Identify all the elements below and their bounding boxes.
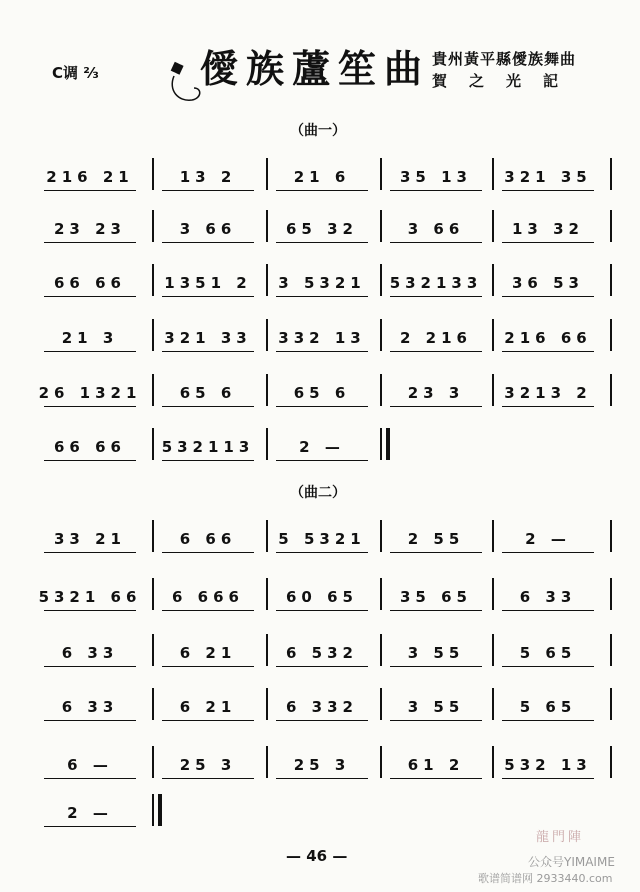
final-barline <box>152 794 154 826</box>
beat-underline <box>44 610 136 611</box>
transcriber-credit: 賀之光記 <box>432 72 581 90</box>
measure <box>268 640 376 680</box>
beat-underline <box>390 666 482 667</box>
beat-underline <box>390 720 482 721</box>
notation-row <box>36 584 614 624</box>
beat-underline <box>44 826 136 827</box>
measure <box>382 325 490 365</box>
measure-notes: 532 13 <box>504 756 592 774</box>
measure <box>268 325 376 365</box>
measure <box>268 380 376 420</box>
beat-underline <box>390 778 482 779</box>
notation-row <box>36 640 614 680</box>
measure-notes: 2 — <box>525 530 571 548</box>
measure <box>36 380 144 420</box>
beat-underline <box>162 190 254 191</box>
measure-notes: 26 1321 <box>38 384 142 402</box>
measure <box>268 584 376 624</box>
measure-notes: 3 55 <box>407 644 465 662</box>
beat-underline <box>390 610 482 611</box>
barline <box>610 688 612 720</box>
measure <box>382 270 490 310</box>
notation-row <box>36 526 614 566</box>
measure-notes: 13 32 <box>512 220 584 238</box>
ornament-diamond-icon: ◆ <box>166 55 188 80</box>
beat-underline <box>44 242 136 243</box>
watermark-site: 公众号YIMAIME <box>528 855 615 869</box>
measure-notes: 6 332 <box>286 698 358 716</box>
measure <box>268 164 376 204</box>
watermark-logo: 龍門陣 <box>536 830 585 845</box>
measure <box>36 216 144 256</box>
barline <box>610 210 612 242</box>
beat-underline <box>390 351 482 352</box>
measure-notes: 36 53 <box>512 274 584 292</box>
measure <box>36 164 144 204</box>
measure-notes: 23 3 <box>407 384 465 402</box>
measure <box>382 640 490 680</box>
beat-underline <box>276 296 368 297</box>
section-label: （曲一） <box>290 123 346 139</box>
beat-underline <box>502 190 594 191</box>
section-label: （曲二） <box>290 485 346 501</box>
beat-underline <box>276 351 368 352</box>
measure-notes: 35 65 <box>400 588 472 606</box>
measure <box>268 270 376 310</box>
measure <box>494 526 602 566</box>
beat-underline <box>44 190 136 191</box>
beat-underline <box>162 351 254 352</box>
measure <box>36 800 144 840</box>
measure-notes: 332 13 <box>278 329 366 347</box>
measure <box>36 526 144 566</box>
barline <box>610 634 612 666</box>
beat-underline <box>502 552 594 553</box>
measure <box>154 380 262 420</box>
notation-row <box>36 216 614 256</box>
measure-notes: 65 6 <box>179 384 237 402</box>
measure-notes: 3 55 <box>407 698 465 716</box>
measure <box>268 752 376 792</box>
measure-notes: 1351 2 <box>164 274 252 292</box>
beat-underline <box>276 778 368 779</box>
barline <box>610 374 612 406</box>
barline <box>610 264 612 296</box>
beat-underline <box>44 552 136 553</box>
beat-underline <box>44 720 136 721</box>
measure-notes: 2 — <box>299 438 345 456</box>
source-credit: 貴州黃平縣僾族舞曲 <box>432 50 577 68</box>
watermark-site-2: 歌谱简谱网 2933440.com <box>478 872 613 885</box>
measure-notes: 532133 <box>389 274 483 292</box>
measure-notes: 25 3 <box>293 756 351 774</box>
notation-row <box>36 752 614 792</box>
beat-underline <box>162 406 254 407</box>
measure-notes: 35 13 <box>400 168 472 186</box>
measure <box>494 164 602 204</box>
barline <box>610 520 612 552</box>
beat-underline <box>276 610 368 611</box>
measure-notes: 5321 66 <box>38 588 142 606</box>
measure-notes: 65 6 <box>293 384 351 402</box>
measure <box>154 640 262 680</box>
measure <box>382 216 490 256</box>
measure <box>154 526 262 566</box>
beat-underline <box>276 552 368 553</box>
beat-underline <box>44 296 136 297</box>
measure <box>382 380 490 420</box>
measure-notes: 6 — <box>67 756 113 774</box>
measure <box>154 164 262 204</box>
beat-underline <box>502 351 594 352</box>
beat-underline <box>390 406 482 407</box>
measure-notes: 65 32 <box>286 220 358 238</box>
measure <box>154 270 262 310</box>
beat-underline <box>276 242 368 243</box>
beat-underline <box>502 720 594 721</box>
beat-underline <box>162 720 254 721</box>
beat-underline <box>276 460 368 461</box>
measure <box>494 694 602 734</box>
beat-underline <box>44 460 136 461</box>
beat-underline <box>390 190 482 191</box>
measure-notes: 6 66 <box>179 530 237 548</box>
measure <box>494 325 602 365</box>
measure <box>268 434 376 474</box>
beat-underline <box>162 552 254 553</box>
measure <box>494 380 602 420</box>
measure <box>268 694 376 734</box>
measure <box>382 694 490 734</box>
beat-underline <box>276 406 368 407</box>
measure-notes: 2 216 <box>400 329 472 347</box>
beat-underline <box>44 406 136 407</box>
measure-notes: 60 65 <box>286 588 358 606</box>
key-signature: C调 ⅔ <box>52 64 99 82</box>
notation-row <box>36 164 614 204</box>
page-number: — 46 — <box>286 847 348 865</box>
measure-notes: 33 21 <box>54 530 126 548</box>
barline <box>610 578 612 610</box>
measure <box>382 584 490 624</box>
measure-notes: 2 — <box>67 804 113 822</box>
beat-underline <box>162 296 254 297</box>
notation-row <box>36 800 614 840</box>
measure <box>494 584 602 624</box>
beat-underline <box>44 778 136 779</box>
beat-underline <box>276 720 368 721</box>
measure <box>36 325 144 365</box>
barline <box>610 319 612 351</box>
measure-notes: 321 35 <box>504 168 592 186</box>
beat-underline <box>162 242 254 243</box>
beat-underline <box>162 666 254 667</box>
beat-underline <box>502 296 594 297</box>
measure <box>382 752 490 792</box>
beat-underline <box>162 610 254 611</box>
notation-row <box>36 325 614 365</box>
measure-notes: 2 55 <box>407 530 465 548</box>
notation-row <box>36 380 614 420</box>
measure-notes: 61 2 <box>407 756 465 774</box>
measure <box>36 694 144 734</box>
beat-underline <box>502 666 594 667</box>
measure-notes: 5 65 <box>519 698 577 716</box>
measure-notes: 3 66 <box>407 220 465 238</box>
measure <box>494 216 602 256</box>
barline <box>610 158 612 190</box>
notation-row <box>36 694 614 734</box>
piece-title: 僾族蘆笙曲 <box>200 46 431 91</box>
beat-underline <box>162 778 254 779</box>
measure-notes: 532113 <box>161 438 255 456</box>
final-barline <box>380 428 382 460</box>
beat-underline <box>502 242 594 243</box>
measure <box>154 216 262 256</box>
measure <box>154 584 262 624</box>
measure <box>36 640 144 680</box>
measure-notes: 6 33 <box>61 644 119 662</box>
measure <box>36 270 144 310</box>
beat-underline <box>276 190 368 191</box>
barline <box>610 746 612 778</box>
measure <box>494 270 602 310</box>
measure-notes: 6 33 <box>61 698 119 716</box>
measure-notes: 6 532 <box>286 644 358 662</box>
beat-underline <box>162 460 254 461</box>
measure <box>382 164 490 204</box>
measure <box>494 640 602 680</box>
measure <box>154 694 262 734</box>
measure-notes: 66 66 <box>54 438 126 456</box>
measure <box>154 752 262 792</box>
measure-notes: 23 23 <box>54 220 126 238</box>
notation-row <box>36 434 614 474</box>
measure <box>36 434 144 474</box>
measure <box>268 216 376 256</box>
measure <box>494 752 602 792</box>
measure-notes: 3 5321 <box>278 274 366 292</box>
measure-notes: 6 21 <box>179 698 237 716</box>
measure-notes: 21 6 <box>293 168 351 186</box>
measure <box>36 584 144 624</box>
measure-notes: 321 33 <box>164 329 252 347</box>
measure-notes: 3 66 <box>179 220 237 238</box>
measure <box>154 325 262 365</box>
measure <box>154 434 262 474</box>
measure <box>382 526 490 566</box>
measure-notes: 6 33 <box>519 588 577 606</box>
measure-notes: 25 3 <box>179 756 237 774</box>
measure <box>36 752 144 792</box>
measure-notes: 21 3 <box>61 329 119 347</box>
beat-underline <box>390 296 482 297</box>
beat-underline <box>44 351 136 352</box>
measure-notes: 5 65 <box>519 644 577 662</box>
measure-notes: 5 5321 <box>278 530 366 548</box>
beat-underline <box>502 610 594 611</box>
measure-notes: 216 66 <box>504 329 592 347</box>
beat-underline <box>44 666 136 667</box>
beat-underline <box>390 242 482 243</box>
beat-underline <box>276 666 368 667</box>
beat-underline <box>502 778 594 779</box>
measure-notes: 6 21 <box>179 644 237 662</box>
measure <box>268 526 376 566</box>
measure-notes: 13 2 <box>179 168 237 186</box>
measure-notes: 66 66 <box>54 274 126 292</box>
notation-row <box>36 270 614 310</box>
measure-notes: 3213 2 <box>504 384 592 402</box>
beat-underline <box>390 552 482 553</box>
beat-underline <box>502 406 594 407</box>
measure-notes: 6 666 <box>172 588 244 606</box>
measure-notes: 216 21 <box>46 168 134 186</box>
